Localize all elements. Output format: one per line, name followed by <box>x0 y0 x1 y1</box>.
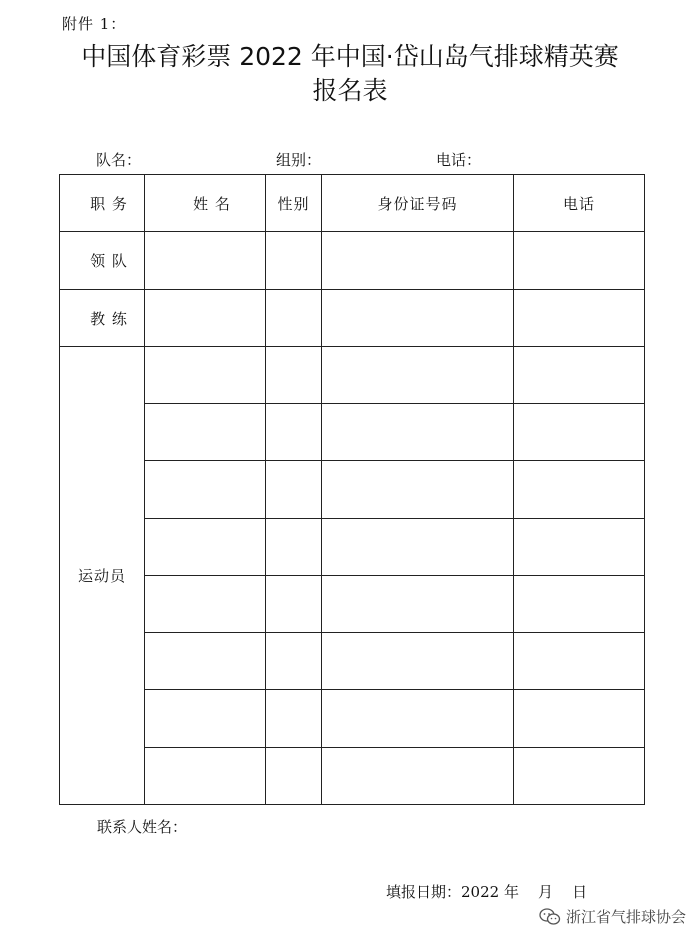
table-row <box>60 347 645 404</box>
cell-id-number[interactable] <box>322 748 514 805</box>
cell-id-number[interactable] <box>322 290 514 347</box>
watermark <box>539 906 686 927</box>
cell-phone[interactable] <box>514 347 645 404</box>
cell-gender[interactable] <box>266 633 322 690</box>
table-row <box>60 404 645 461</box>
header-phone: 电话 <box>514 175 645 232</box>
team-name-label: 队名： <box>96 151 142 169</box>
row-label-coach: 教 练 <box>60 290 145 347</box>
cell-id-number[interactable] <box>322 690 514 748</box>
cell-id-number[interactable] <box>322 232 514 290</box>
row-label-team-leader: 领 队 <box>60 232 145 290</box>
header-id-number: 身份证号码 <box>322 175 514 232</box>
table-row <box>60 748 645 805</box>
cell-phone[interactable] <box>514 748 645 805</box>
cell-gender[interactable] <box>266 232 322 290</box>
contact-name-label: 联系人姓名： <box>97 818 188 836</box>
cell-phone[interactable] <box>514 461 645 519</box>
cell-phone[interactable] <box>514 519 645 576</box>
registration-table <box>59 174 645 805</box>
header-gender: 性别 <box>266 175 322 232</box>
fill-date-label: 填报日期：2022 年 月 日 <box>386 883 588 901</box>
cell-gender[interactable] <box>266 461 322 519</box>
cell-name[interactable] <box>145 347 266 404</box>
table-row <box>60 519 645 576</box>
cell-name[interactable] <box>145 690 266 748</box>
cell-name[interactable] <box>145 232 266 290</box>
group-label: 组别： <box>276 151 322 169</box>
page-title: 中国体育彩票 2022 年中国·岱山岛气排球精英赛 <box>81 42 619 71</box>
cell-id-number[interactable] <box>322 633 514 690</box>
cell-phone[interactable] <box>514 290 645 347</box>
table-row <box>60 576 645 633</box>
cell-gender[interactable] <box>266 576 322 633</box>
table-row <box>60 690 645 748</box>
cell-id-number[interactable] <box>322 461 514 519</box>
phone-label: 电话： <box>436 151 482 169</box>
cell-id-number[interactable] <box>322 404 514 461</box>
cell-gender[interactable] <box>266 519 322 576</box>
table-row <box>60 290 645 347</box>
cell-name[interactable] <box>145 461 266 519</box>
cell-name[interactable] <box>145 576 266 633</box>
header-role: 职 务 <box>60 175 145 232</box>
cell-phone[interactable] <box>514 690 645 748</box>
cell-name[interactable] <box>145 404 266 461</box>
table-row <box>60 461 645 519</box>
table-header-row <box>60 175 645 232</box>
cell-gender[interactable] <box>266 404 322 461</box>
cell-id-number[interactable] <box>322 519 514 576</box>
cell-gender[interactable] <box>266 748 322 805</box>
cell-name[interactable] <box>145 748 266 805</box>
row-label-athletes: 运动员 <box>60 347 145 805</box>
cell-id-number[interactable] <box>322 576 514 633</box>
table-row <box>60 232 645 290</box>
cell-name[interactable] <box>145 633 266 690</box>
cell-gender[interactable] <box>266 290 322 347</box>
table-row <box>60 633 645 690</box>
cell-gender[interactable] <box>266 690 322 748</box>
cell-id-number[interactable] <box>322 347 514 404</box>
watermark-text: 浙江省气排球协会 <box>565 908 686 926</box>
cell-phone[interactable] <box>514 633 645 690</box>
cell-gender[interactable] <box>266 347 322 404</box>
wechat-icon <box>539 908 561 926</box>
attachment-label: 附件 1： <box>62 15 127 33</box>
header-name: 姓 名 <box>145 175 266 232</box>
cell-phone[interactable] <box>514 576 645 633</box>
cell-phone[interactable] <box>514 404 645 461</box>
cell-name[interactable] <box>145 290 266 347</box>
cell-name[interactable] <box>145 519 266 576</box>
page-subtitle: 报名表 <box>312 76 388 105</box>
cell-phone[interactable] <box>514 232 645 290</box>
